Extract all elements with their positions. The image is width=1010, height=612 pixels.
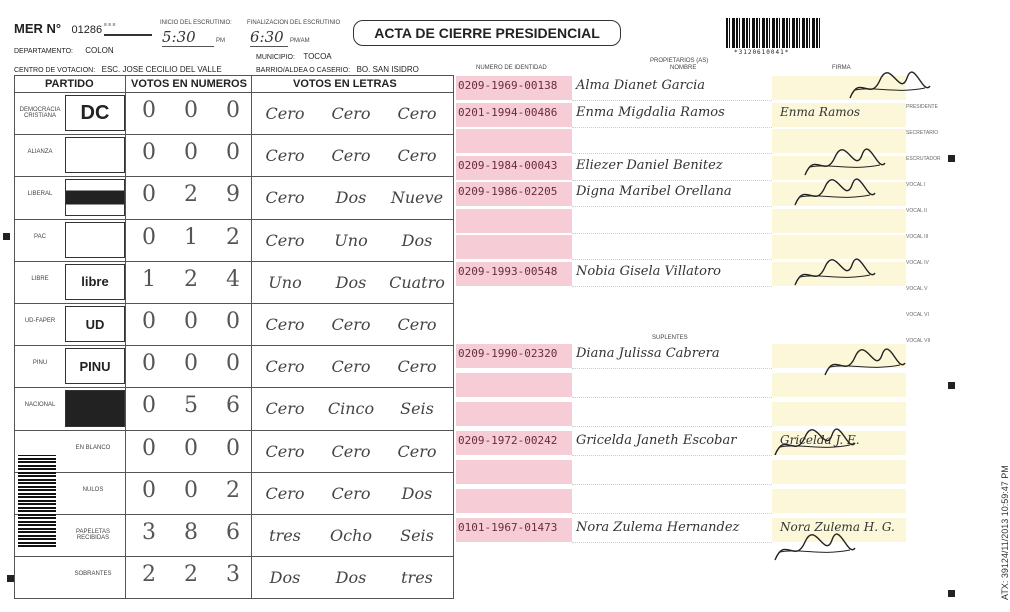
vote-word: Uno xyxy=(268,272,302,292)
vote-digit: 0 xyxy=(184,351,198,377)
vote-word: Dos xyxy=(401,230,433,250)
id-cell xyxy=(456,235,572,259)
vote-word: Cero xyxy=(397,104,437,123)
registration-mark-mr xyxy=(948,382,955,389)
id-cell xyxy=(456,262,572,286)
finalizacion-value: 6:30 xyxy=(250,28,288,47)
vote-word: Cero xyxy=(331,104,371,123)
name-cell xyxy=(572,402,772,427)
vote-digit: 0 xyxy=(142,351,156,377)
registration-mark-tr xyxy=(948,155,955,162)
id-cell xyxy=(456,489,572,513)
handwritten-signature-icon xyxy=(770,530,860,570)
vote-digit: 0 xyxy=(226,435,240,461)
vote-word: Cero xyxy=(265,357,305,377)
name-cell xyxy=(572,262,772,287)
vote-word: Cero xyxy=(265,230,305,250)
vote-word: Cero xyxy=(397,146,437,166)
departamento-value: COLON xyxy=(85,46,114,55)
table-row xyxy=(15,219,453,262)
name-cell xyxy=(572,76,772,101)
cne-logo-icon: ≡ ≡ ≡ xyxy=(104,22,152,36)
role-label: SECRETARIO xyxy=(906,130,939,136)
vote-digit: 1 xyxy=(184,224,198,250)
handwritten-signature-icon xyxy=(790,175,880,215)
finalizacion-unit: PM/AM xyxy=(290,38,310,44)
vote-digit: 0 xyxy=(142,393,156,419)
votes-table xyxy=(14,75,454,599)
side-barcode-icon xyxy=(18,455,56,547)
id-cell xyxy=(456,182,572,206)
role-label: PRESIDENTE xyxy=(906,104,938,110)
vote-digit: 2 xyxy=(184,266,198,292)
vote-word: Seis xyxy=(400,526,434,545)
municipio-label: MUNICIPIO: xyxy=(256,54,295,61)
handwritten-signature-icon xyxy=(790,255,880,295)
vote-word: Cuatro xyxy=(389,272,445,292)
vote-digit: 2 xyxy=(142,562,156,588)
table-row xyxy=(15,472,453,515)
col-letras-header: VOTOS EN LETRAS xyxy=(293,78,397,90)
vote-word: Cero xyxy=(265,315,305,334)
vote-word: Cero xyxy=(265,188,305,208)
name-cell xyxy=(572,235,772,260)
vote-word: Cero xyxy=(331,315,371,334)
vote-digit: 0 xyxy=(226,309,240,334)
vote-digit: 0 xyxy=(142,435,156,461)
municipio-value: TOCOA xyxy=(303,52,332,61)
party-name: EN BLANCO xyxy=(75,444,111,451)
vote-digit: 0 xyxy=(184,435,198,461)
party-name: ALIANZA xyxy=(27,149,53,156)
table-row xyxy=(15,261,453,304)
vote-word: Cero xyxy=(265,441,305,461)
vote-word: Cero xyxy=(331,441,371,461)
vote-word: Ocho xyxy=(329,526,372,545)
vote-word: Cero xyxy=(265,399,305,419)
vote-word: Uno xyxy=(334,230,368,250)
member-name: Digna Maribel Orellana xyxy=(576,184,732,199)
nombre-label: NOMBRE xyxy=(670,65,697,71)
party-name: PAC xyxy=(34,233,46,240)
id-number: 0209-1986-02205 xyxy=(458,185,558,198)
party-logo-icon xyxy=(65,390,125,426)
name-cell xyxy=(572,156,772,181)
table-row xyxy=(15,556,453,599)
name-cell xyxy=(572,209,772,234)
id-cell xyxy=(456,344,572,368)
vote-word: Dos xyxy=(401,483,433,503)
registration-mark-tl xyxy=(3,233,10,240)
vote-digit: 0 xyxy=(142,309,156,334)
title-box xyxy=(353,20,621,46)
member-name: Alma Dianet Garcia xyxy=(576,78,706,93)
inicio-value: 5:30 xyxy=(162,28,214,47)
vote-digit: 5 xyxy=(184,393,198,419)
party-logo-icon: UD xyxy=(65,306,125,342)
party-name: UD-FAPER xyxy=(24,318,56,325)
id-cell xyxy=(456,402,572,426)
id-cell xyxy=(456,518,572,542)
id-cell xyxy=(456,129,572,153)
vote-digit: 0 xyxy=(142,140,156,166)
vote-digit: 0 xyxy=(184,477,198,503)
member-name: Enma Migdalia Ramos xyxy=(576,104,725,120)
barrio-value: BO. SAN ISIDRO xyxy=(356,65,419,74)
role-label: VOCAL II xyxy=(906,208,927,214)
vote-digit: 0 xyxy=(226,98,240,123)
vote-word: Nueve xyxy=(390,188,444,208)
inicio-label: INICIO DEL ESCRUTINIO: xyxy=(160,20,232,26)
registration-mark-br xyxy=(948,590,955,597)
handwritten-signature-icon xyxy=(845,68,935,108)
member-name: Diana Julissa Cabrera xyxy=(576,346,720,361)
vote-digit: 0 xyxy=(226,140,240,166)
vote-digit: 0 xyxy=(142,182,156,208)
role-label: VOCAL VI xyxy=(906,312,929,318)
barcode-number: *3120610041* xyxy=(734,49,790,56)
suplentes-label: SUPLENTES xyxy=(652,335,688,341)
table-row xyxy=(15,92,453,135)
firma-label: FIRMA xyxy=(832,65,851,71)
barcode-icon xyxy=(726,18,820,48)
vote-digit: 9 xyxy=(226,182,240,208)
handwritten-signature-icon xyxy=(820,345,910,385)
id-number: 0101-1967-01473 xyxy=(458,521,558,534)
member-name: Gricelda Janeth Escobar xyxy=(576,433,737,448)
vote-word: tres xyxy=(269,526,301,545)
mer-block xyxy=(14,20,102,38)
vote-word: tres xyxy=(401,568,433,588)
page-title: ACTA DE CIERRE PRESIDENCIAL xyxy=(374,25,600,41)
side-stamp: ATX: 39124/11/2013 10:59:47 PM xyxy=(1000,465,1010,600)
signature-row xyxy=(456,103,906,127)
id-cell xyxy=(456,209,572,233)
vote-digit: 0 xyxy=(142,224,156,250)
signature-row xyxy=(456,76,906,100)
member-name: Nora Zulema Hernandez xyxy=(576,520,740,535)
role-label: VOCAL III xyxy=(906,234,929,240)
id-cell xyxy=(456,76,572,100)
id-number: 0209-1969-00138 xyxy=(458,79,558,92)
vote-digit: 1 xyxy=(142,266,156,292)
name-cell xyxy=(572,182,772,207)
vote-word: Cero xyxy=(331,357,371,377)
vote-digit: 2 xyxy=(226,224,240,250)
party-name: LIBRE xyxy=(31,275,49,282)
inicio-unit: PM xyxy=(216,38,225,44)
signature-cell xyxy=(772,489,906,513)
party-logo-icon: PINU xyxy=(65,348,125,384)
table-row xyxy=(15,430,453,473)
vote-word: Dos xyxy=(335,188,367,208)
id-cell xyxy=(456,103,572,127)
vote-word: Seis xyxy=(400,399,434,419)
role-label: VOCAL IV xyxy=(906,260,929,266)
vote-word: Cero xyxy=(331,146,371,166)
departamento-block xyxy=(14,46,114,55)
party-logo-icon: libre xyxy=(65,264,125,300)
vote-digit: 0 xyxy=(142,98,156,123)
name-cell xyxy=(572,373,772,398)
party-name: SOBRANTES xyxy=(74,571,112,578)
table-row xyxy=(15,303,453,346)
party-name: LIBERAL xyxy=(27,191,53,198)
vote-digit: 0 xyxy=(184,140,198,166)
propietarios-label: PROPIETARIOS (AS) xyxy=(650,58,709,64)
name-cell xyxy=(572,431,772,456)
role-label: VOCAL I xyxy=(906,182,926,188)
vote-word: Dos xyxy=(335,568,367,588)
handwritten-signature-icon xyxy=(770,425,860,465)
signature-text: Nora Zulema H. G. xyxy=(780,520,895,534)
vote-word: Cero xyxy=(397,441,437,461)
table-row xyxy=(15,176,453,219)
table-row xyxy=(15,134,453,177)
id-number: 0209-1993-00548 xyxy=(458,264,558,278)
numero-identidad-label: NUMERO DE IDENTIDAD xyxy=(476,65,547,71)
mer-number: 01286 xyxy=(71,24,103,36)
id-cell xyxy=(456,460,572,484)
id-number: 0201-1994-00486 xyxy=(458,105,558,119)
vote-digit: 3 xyxy=(226,562,240,588)
signature-cell xyxy=(772,402,906,426)
party-name: PINU xyxy=(32,360,48,367)
party-name: NACIONAL xyxy=(24,402,56,409)
vote-digit: 6 xyxy=(226,520,240,545)
vote-digit: 8 xyxy=(184,520,198,545)
party-logo-icon xyxy=(65,222,125,258)
id-cell xyxy=(456,431,572,455)
vote-word: Dos xyxy=(269,568,301,588)
id-number: 0209-1972-00242 xyxy=(458,434,558,447)
vote-digit: 2 xyxy=(184,562,198,588)
role-label: VOCAL V xyxy=(906,286,928,292)
id-cell xyxy=(456,373,572,397)
party-name: PAPELETAS RECIBIDAS xyxy=(75,529,111,542)
col-partido-header: PARTIDO xyxy=(45,78,94,90)
barrio-label: BARRIO/ALDEA O CASERIO: xyxy=(256,67,351,74)
name-cell xyxy=(572,518,772,543)
name-cell xyxy=(572,460,772,485)
role-label: VOCAL VII xyxy=(906,338,931,344)
member-name: Nobia Gisela Villatoro xyxy=(576,263,721,279)
party-logo-icon xyxy=(65,179,125,215)
vote-digit: 2 xyxy=(226,477,240,503)
vote-word: Cero xyxy=(265,483,305,503)
vote-digit: 0 xyxy=(142,477,156,503)
vote-word: Cero xyxy=(397,315,437,334)
member-name: Eliezer Daniel Benitez xyxy=(576,157,723,173)
name-cell xyxy=(572,129,772,154)
id-cell xyxy=(456,156,572,180)
id-number: 0209-1990-02320 xyxy=(458,347,558,360)
signature-text: Enma Ramos xyxy=(780,104,861,119)
departamento-label: DEPARTAMENTO: xyxy=(14,48,73,55)
name-cell xyxy=(572,489,772,514)
vote-digit: 6 xyxy=(226,393,240,419)
signature-text: Gricelda J. E. xyxy=(780,433,860,447)
id-number: 0209-1984-00043 xyxy=(458,158,558,172)
registration-mark-bl xyxy=(7,575,14,582)
vote-digit: 0 xyxy=(184,309,198,334)
name-cell xyxy=(572,103,772,128)
vote-word: Cero xyxy=(397,357,437,377)
mer-label: MER N° xyxy=(14,21,62,36)
table-row xyxy=(15,345,453,388)
signature-row xyxy=(456,489,906,513)
vote-digit: 4 xyxy=(226,266,240,292)
centro-label: CENTRO DE VOTACION: xyxy=(14,67,96,74)
vote-word: Dos xyxy=(335,272,367,292)
party-name: NULOS xyxy=(82,486,104,493)
table-row xyxy=(15,387,453,430)
role-label: ESCRUTADOR xyxy=(906,156,941,162)
name-cell xyxy=(572,344,772,369)
party-logo-icon xyxy=(65,137,125,173)
centro-value: ESC. JOSE CECILIO DEL VALLE xyxy=(101,65,222,74)
vote-digit: 2 xyxy=(184,182,198,208)
vote-word: Cero xyxy=(331,483,371,503)
table-row xyxy=(15,514,453,557)
finalizacion-label: FINALIZACION DEL ESCRUTINIO xyxy=(247,20,341,26)
col-numeros-header: VOTOS EN NUMEROS xyxy=(131,78,247,90)
vote-digit: 0 xyxy=(226,351,240,377)
table-header-row xyxy=(15,76,453,93)
party-logo-icon: DC xyxy=(65,95,125,131)
vote-digit: 0 xyxy=(184,98,198,123)
signature-row xyxy=(456,402,906,426)
vote-word: Cinco xyxy=(327,399,375,419)
vote-digit: 3 xyxy=(142,520,156,545)
vote-word: Cero xyxy=(265,146,305,166)
party-name: DEMOCRACIA CRISTIANA xyxy=(19,107,61,120)
vote-word: Cero xyxy=(265,104,305,123)
